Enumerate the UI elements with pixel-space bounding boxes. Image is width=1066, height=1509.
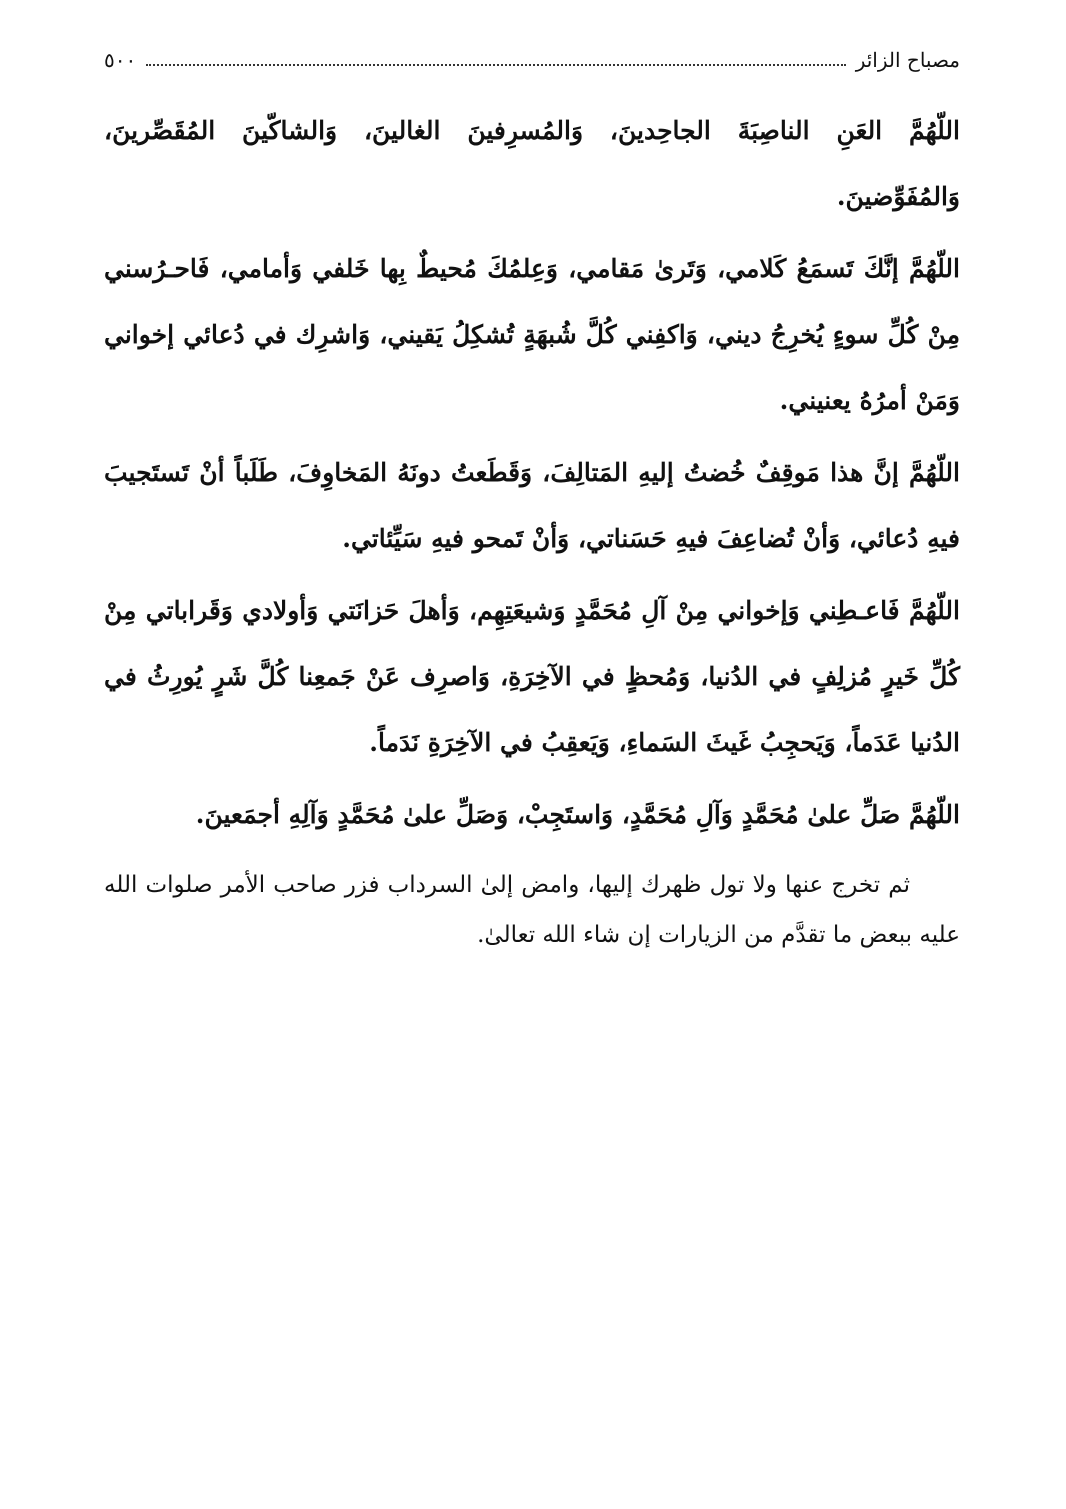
page-number: ٥٠٠ <box>104 48 137 72</box>
page-body <box>104 98 960 983</box>
prayer-paragraph: اللّهُمَّ صَلِّ علىٰ مُحَمَّدٍ وَآلِ مُحَمَّدٍ، وَاستَجِبْ، وَصَلِّ علىٰ مُحَمَّدٍ وَآلِهِ أجمَعينَ. <box>195 800 960 829</box>
prayer-paragraph: اللّهُمَّ فَاعـطِني وَإخواني مِنْ آلِ مُحَمَّدٍ وَشيعَتِهِم، وَأهلَ حَزانَتي وَأولادي وَقَراباتي مِنْ كُلِّ خَيرٍ مُزلِفٍ في الدُنيا، وَمُحظٍ في الآخِرَةِ، وَاصرِف عَنْ جَمعِنا كُلَّ شَرٍ يُورِثُ في الدُنيا عَدَماً، وَيَحجِبُ غَيثَ السَماءِ، وَيَعقِبُ في الآخِرَةِ نَدَماً. <box>104 596 960 757</box>
instruction-paragraph: ثم تخرج عنها ولا تول ظهرك إليها، وامض إلىٰ السرداب فزر صاحب الأمر صلوات الله عليه ببعض ما تقدَّم من الزيارات إن شاء الله تعالىٰ. <box>104 872 960 948</box>
dot-leader <box>146 63 845 66</box>
prayer-paragraph: اللّهُمَّ إنَّكَ تَسمَعُ كَلامي، وَتَرىٰ مَقامي، وَعِلمُكَ مُحيطٌ بِها خَلفي وَأمامي، فَاحـرُسني مِنْ كُلِّ سوءٍ يُخرِجُ ديني، وَاكفِني كُلَّ شُبهَةٍ تُشكِلُ يَقيني، وَاشرِك في دُعائي إخواني وَمَنْ أمرُهُ يعنيني. <box>104 254 960 415</box>
prayer-paragraph: اللّهُمَّ إنَّ هذا مَوقِفٌ خُضتُ إليهِ المَتالِفَ، وَقَطَعتُ دونَهُ المَخاوِفَ، طَلَباً أنْ تَستَجيبَ فيهِ دُعائي، وَأنْ تُضاعِفَ فيهِ حَسَناتي، وَأنْ تَمحو فيهِ سَيِّئاتي. <box>104 458 960 553</box>
prayer-paragraph: اللّهُمَّ العَنِ الناصِبَةَ الجاحِدينَ، وَالمُسرِفينَ الغالينَ، وَالشاكّينَ المُقَصِّرينَ، وَالمُفَوِّضينَ. <box>104 116 960 211</box>
running-head <box>104 40 960 80</box>
book-title: مصباح الزائر <box>855 48 960 72</box>
